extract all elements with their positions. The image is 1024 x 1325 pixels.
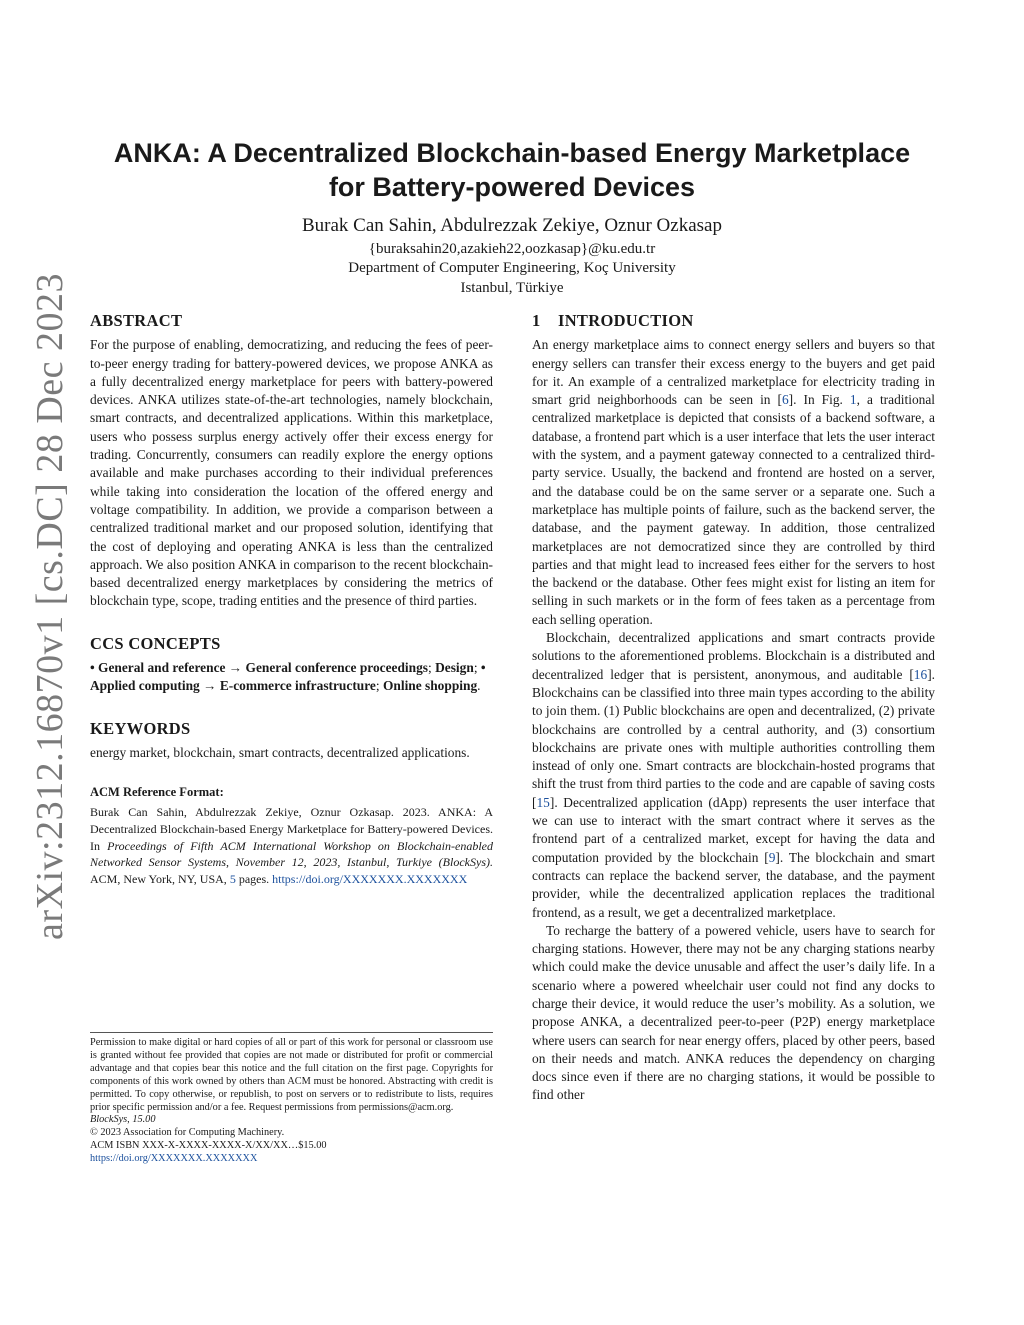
ccs-item-design: Design xyxy=(435,660,474,676)
acm-reference-text: Burak Can Sahin, Abdulrezzak Zekiye, Oznur Ozkasap. 2023. ANKA: A Decentralized Blockchain-based Energy Marketplace for Battery-powered Devices. In Proceedings of Fifth ACM International Workshop on Blockchain-enabled Networked Sensor Systems, November 12, 2023, Istanbul, Turkiye (BlockSys). ACM, New York, NY, USA, 5 pages. https://doi.org/XXXXXXX.XXXXXXX xyxy=(90,805,493,887)
intro-paragraph-1: An energy marketplace aims to connect energy sellers and buyers so that energy sellers can transfer their excess energy to the buyers and get paid for it. An example of a centralized marketplace for electricity trading in smart grid neighborhoods can be seen in [6]. In Fig. 1, a traditional centralized marketplace is depicted that consists of a backend software, a database, a frontend part which is a user interface that lets the user interact with the system, and a payment gateway connected to a centralized third-party service. Usually, the backend and frontend are hosted on a server, and the database could be on the same server or a separate one. Such a marketplace has multiple points of failure, such as the backend server, the database, and the payment gateway. In addition, those centralized marketplaces are not democratized since they are controlled by third parties and that might lead to increased fees either for the servers to host the backend or the database. Other fees might exist for listing an item for selling in such markets or in the form of fees taken as a percentage from each selling operation. xyxy=(532,337,935,627)
citation-15-link[interactable]: 15 xyxy=(536,794,550,810)
copyright-line: © 2023 Association for Computing Machinery. xyxy=(90,1127,285,1139)
affiliation-location: Istanbul, Türkiye xyxy=(460,280,564,296)
abstract-section xyxy=(90,312,493,611)
ccs-item-general: • General and reference → General conference proceedings xyxy=(90,660,429,676)
pages-link[interactable]: 5 xyxy=(229,872,236,887)
author-emails: {buraksahin20,azakieh22,oozkasap}@ku.edu.tr xyxy=(368,241,656,257)
ccs-concepts-section xyxy=(90,635,493,696)
isbn-line: ACM ISBN XXX-X-XXXX-XXXX-X/XX/XX…$15.00 xyxy=(90,1140,327,1152)
permission-text: Permission to make digital or hard copies of all or part of this work for personal or classroom use is granted without fee provided that copies are not made or distributed for profit or commercial advantage and that copies bear this notice and the full citation on the first page. Copyrights for components of this work owned by others than ACM must be honored. Abstracting with credit is permitted. To copy otherwise, or republish, to post on servers or to redistribute to lists, requires prior specific permission and/or a fee. Request permissions from permissions@acm.org. xyxy=(90,1037,493,1113)
keywords-text: energy market, blockchain, smart contracts, decentralized applications. xyxy=(90,744,470,760)
title-line-1: ANKA: A Decentralized Blockchain-based Energy Marketplace xyxy=(113,138,911,168)
keywords-heading: KEYWORDS xyxy=(90,718,191,738)
author-list: Burak Can Sahin, Abdulrezzak Zekiye, Oznur Ozkasap xyxy=(302,215,722,236)
ccs-item-online-shopping: Online shopping xyxy=(382,678,478,694)
permission-footnote xyxy=(90,1032,493,1166)
ccs-heading: CCS CONCEPTS xyxy=(90,633,221,653)
acm-reference-heading: ACM Reference Format: xyxy=(90,785,224,800)
affiliation-department: Department of Computer Engineering, Koç University xyxy=(348,260,676,276)
permission-venue: BlockSys, 15.00 xyxy=(90,1114,156,1126)
acm-reference-venue: Proceedings of Fifth ACM International Workshop on Blockchain-enabled Networked Sensor Systems, November 12, 2023, Istanbul, Turkiye (BlockSys). xyxy=(90,838,493,870)
intro-paragraph-3: To recharge the battery of a powered vehicle, users have to search for charging stations. However, there may not be any charging stations nearby which could make the device unusable and affect the user’s daily life. In a scenario where a powered wheelchair user could not find any docks to charge their device, it would reduce the user’s mobility. As a solution, we propose ANKA, a decentralized peer-to-peer (P2P) energy marketplace where users can search for near energy offers, placed by other peers, based on their needs and match. ANKA reduces the dependency on charging docs since even if there are no charging stations, it would be possible to find other xyxy=(532,922,935,1103)
abstract-heading: ABSTRACT xyxy=(90,311,183,330)
citation-9-link[interactable]: 9 xyxy=(768,849,776,865)
citation-6-link[interactable]: 6 xyxy=(781,392,789,408)
footnote-rule xyxy=(90,1032,493,1033)
acm-reference-section xyxy=(90,784,493,888)
citation-16-link[interactable]: 16 xyxy=(913,666,928,682)
intro-paragraph-2: Blockchain, decentralized applications and smart contracts provide solutions to the aforementioned problems. Blockchain is a distributed and decentralized ledger that is persistent, anonymous, and auditable [16]. Blockchains can be classified into three main types according to the ability to join them. (1) Public blockchains are open and decentralized, (2) private blockchains are controlled by a central authority, and (3) consortium blockchains are private ones with multiple authorities controlling them instead of only one. Smart contracts are blockchain-hosted programs that shift the trust from third parties to the code and are capable of saving costs [15]. Decentralized application (dApp) represents the user interface that we can use to interact with the smart contract where it serves as the frontend part of a centralized market, except for having the data and computation provided by the blockchain [9]. The blockchain and smart contracts can replace the backend server, the database, and the payment provider, while the decentralized application replaces the traditional frontend, as a result, we get a decentralized marketplace. xyxy=(532,630,936,920)
ccs-item-applied: • Applied computing → E-commerce infrastructure xyxy=(90,660,486,694)
acm-reference-doi-link[interactable]: https://doi.org/XXXXXXX.XXXXXXX xyxy=(272,872,468,887)
left-column xyxy=(90,312,493,888)
arxiv-identifier: arXiv:2312.16870v1 [cs.DC] 28 Dec 2023 xyxy=(29,272,71,940)
abstract-text: For the purpose of enabling, democratizing, and reducing the fees of peer-to-peer energy trading for battery-powered devices, we propose ANKA as a fully decentralized energy marketplace for peers with battery-powered devices. ANKA utilizes state-of-the-art technologies, namely blockchain, smart contracts, and decentralized applications. Within this marketplace, users who possess surplus energy actively offer their excess energy for trading. Concurrently, consumers can readily explore the energy options available and make purchases according to their individual preferences while taking into consideration the location of the offered energy and voltage compatibility. In addition, we provide a comparison between a centralized traditional market and our proposed solution, identifying that the cost of deploying and operating ANKA is less than the centralized approach. We also position ANKA in comparison to the recent blockchain-based decentralized energy marketplaces by considering the metrics of blockchain type, scope, trading entities and the presence of third parties. xyxy=(90,337,493,609)
introduction-heading: 1 INTRODUCTION xyxy=(532,311,694,330)
title-line-2: for Battery-powered Devices xyxy=(328,172,696,202)
figure-1-link[interactable]: 1 xyxy=(849,392,857,408)
paper-title xyxy=(90,136,934,204)
keywords-section xyxy=(90,720,493,763)
permission-doi-link[interactable]: https://doi.org/XXXXXXX.XXXXXXX xyxy=(90,1153,258,1165)
right-column xyxy=(532,312,935,1105)
ccs-text: • General and reference → General conference proceedings; Design; • Applied computing → E-commerce infrastructure; Online shopping. xyxy=(90,660,486,694)
